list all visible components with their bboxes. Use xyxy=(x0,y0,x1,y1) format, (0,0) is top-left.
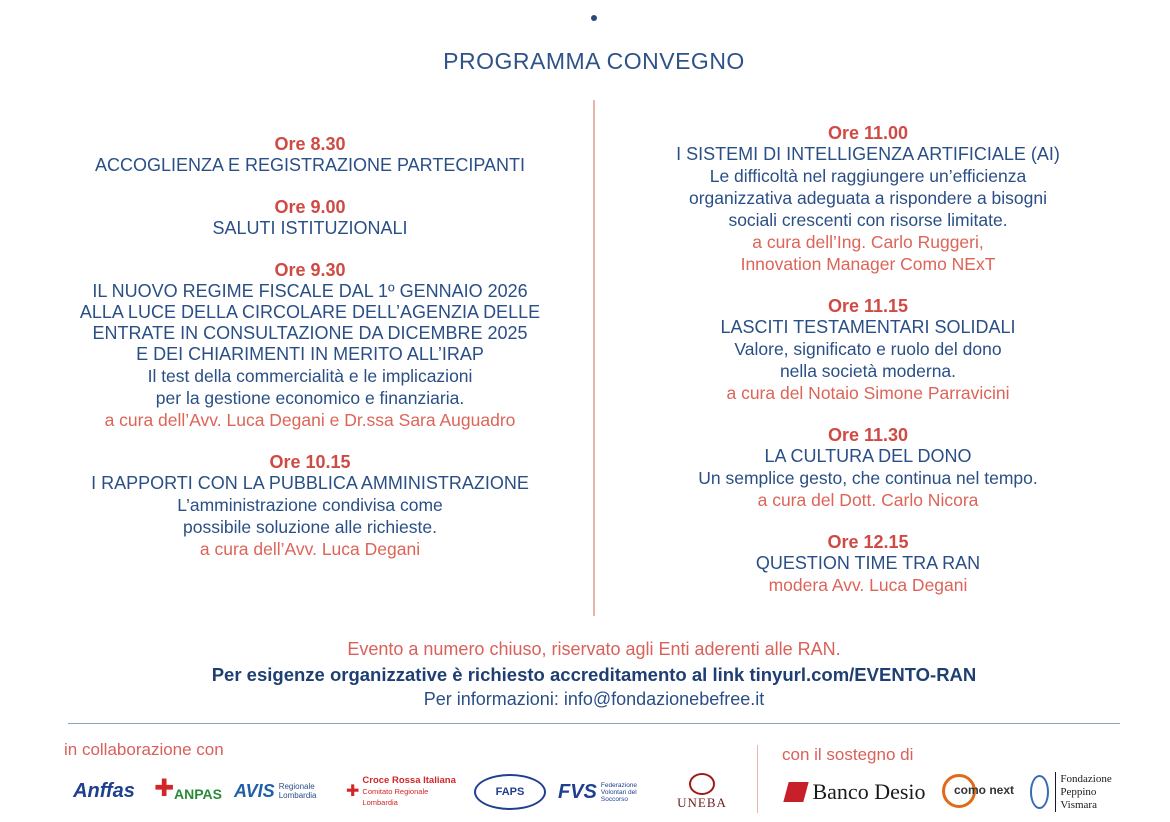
session-description: sociali crescenti con risorse limitate. xyxy=(728,210,1008,230)
note-info-email[interactable]: Per informazioni: info@fondazionebefree.it xyxy=(423,689,765,709)
session-speaker: a cura del Notaio Simone Parravicini xyxy=(726,383,1010,403)
session-time: Ore 10.15 xyxy=(269,452,351,472)
session-title: I SISTEMI DI INTELLIGENZA ARTIFICIALE (AI) xyxy=(676,144,1060,164)
comonext-logo: como next xyxy=(942,774,1018,810)
session-speaker: a cura dell’Avv. Luca Degani xyxy=(199,539,421,559)
banco-desio-logo: Banco Desio xyxy=(782,776,930,808)
faps-logo: FAPS xyxy=(474,774,546,810)
session-description: possibile soluzione alle richieste. xyxy=(183,517,437,537)
page-title: PROGRAMMA CONVEGNO xyxy=(443,48,745,74)
ring-icon xyxy=(689,773,715,795)
sponsor-divider xyxy=(757,745,758,813)
program-column-left xyxy=(40,133,580,580)
session-title: LASCITI TESTAMENTARI SOLIDALI xyxy=(720,317,1016,337)
session-title: I RAPPORTI CON LA PUBBLICA AMMINISTRAZIONE xyxy=(91,473,529,493)
session-time: Ore 8.30 xyxy=(274,134,346,154)
vismara-mark-icon xyxy=(1030,775,1049,809)
note-closed-event: Evento a numero chiuso, riservato agli Enti aderenti alle RAN. xyxy=(347,639,841,659)
session-time: Ore 11.15 xyxy=(827,296,909,316)
footer-divider xyxy=(68,723,1120,724)
session-description: Valore, significato e ruolo del dono xyxy=(734,339,1002,359)
session-description: per la gestione economico e finanziaria. xyxy=(155,388,465,408)
session-title: LA CULTURA DEL DONO xyxy=(764,446,972,466)
cross-icon: ✚ xyxy=(154,775,175,802)
decorative-dot xyxy=(591,15,597,21)
uneba-logo: UNEBA xyxy=(670,770,734,814)
program-session xyxy=(40,259,580,431)
anpas-logo: ✚ ANPAS xyxy=(154,775,222,802)
program-session xyxy=(40,451,580,560)
session-title: E DEI CHIARIMENTI IN MERITO ALL’IRAP xyxy=(136,344,484,364)
session-speaker: a cura dell’Avv. Luca Degani e Dr.ssa Sara Auguadro xyxy=(104,410,516,430)
session-time: Ore 11.30 xyxy=(827,425,909,445)
column-divider xyxy=(593,100,595,616)
session-title: ENTRATE IN CONSULTAZIONE DA DICEMBRE 2025 xyxy=(92,323,528,343)
avis-logo: AVIS Regionale Lombardia xyxy=(234,780,317,801)
session-speaker: modera Avv. Luca Degani xyxy=(768,575,968,595)
fondazione-peppino-vismara-logo: Fondazione Peppino Vismara xyxy=(1030,770,1134,814)
fvs-logo: FVS Federazione Volontari del Soccorso xyxy=(558,780,638,803)
session-description: nella società moderna. xyxy=(779,361,957,381)
anffas-logo: Anffas xyxy=(73,779,135,802)
croce-rossa-logo: ✚ Croce Rossa Italiana Comitato Regionale Lombardia xyxy=(346,774,456,807)
session-time: Ore 11.00 xyxy=(827,123,909,143)
support-label: con il sostegno di xyxy=(782,745,914,764)
session-speaker: a cura del Dott. Carlo Nicora xyxy=(757,490,979,510)
note-registration-link[interactable]: Per esigenze organizzative è richiesto accreditamento al link tinyurl.com/EVENTO-RAN xyxy=(211,664,977,685)
program-session xyxy=(620,122,1116,275)
program-column-right xyxy=(620,122,1116,616)
session-time: Ore 12.15 xyxy=(827,532,909,552)
session-speaker: Innovation Manager Como NExT xyxy=(740,254,996,274)
banco-desio-mark-icon xyxy=(784,782,809,802)
session-title: ALLA LUCE DELLA CIRCOLARE DELL’AGENZIA DELLE xyxy=(79,302,541,322)
program-session xyxy=(620,295,1116,404)
session-title: ACCOGLIENZA E REGISTRAZIONE PARTECIPANTI xyxy=(94,155,526,175)
program-session xyxy=(620,531,1116,596)
session-title: IL NUOVO REGIME FISCALE DAL 1º GENNAIO 2026 xyxy=(92,281,528,301)
program-session xyxy=(40,133,580,176)
collaboration-label: in collaborazione con xyxy=(64,740,224,759)
program-session xyxy=(620,424,1116,511)
program-session xyxy=(40,196,580,239)
session-time: Ore 9.00 xyxy=(274,197,346,217)
session-time: Ore 9.30 xyxy=(274,260,346,280)
session-title: SALUTI ISTITUZIONALI xyxy=(212,218,408,238)
session-description: organizzativa adeguata a rispondere a bisogni xyxy=(688,188,1048,208)
event-notes xyxy=(0,637,1170,712)
session-description: Il test della commercialità e le implicazioni xyxy=(147,366,473,386)
session-description: Un semplice gesto, che continua nel tempo. xyxy=(698,468,1038,488)
session-description: L’amministrazione condivisa come xyxy=(177,495,443,515)
session-title: QUESTION TIME TRA RAN xyxy=(755,553,981,573)
session-speaker: a cura dell’Ing. Carlo Ruggeri, xyxy=(752,232,984,252)
session-description: Le difficoltà nel raggiungere un’efficienza xyxy=(709,166,1027,186)
red-cross-icon: ✚ xyxy=(346,783,360,800)
